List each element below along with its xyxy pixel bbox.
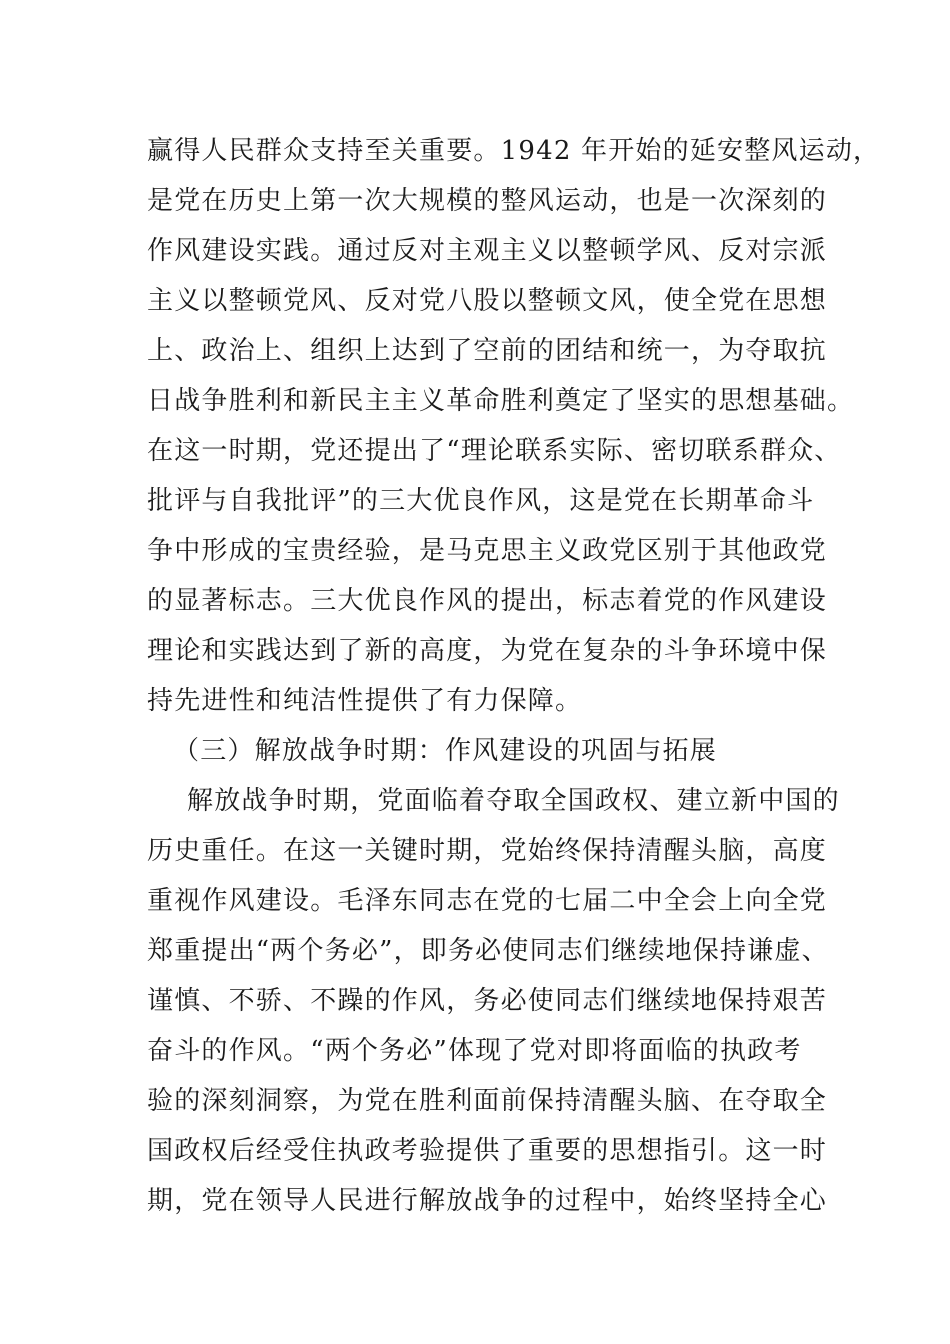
paragraph-line: 日战争胜利和新民主主义革命胜利奠定了坚实的思想基础。 <box>147 386 855 416</box>
document-body <box>147 126 881 1226</box>
paragraph-line: 历史重任。在这一关键时期，党始终保持清醒头脑，高度 <box>147 836 828 866</box>
paragraph-line: 上、政治上、组织上达到了空前的团结和统一，为夺取抗 <box>147 336 828 366</box>
paragraph-line: 期，党在领导人民进行解放战争的过程中，始终坚持全心 <box>147 1186 828 1216</box>
paragraph-line: 郑重提出“两个务必”，即务必使同志们继续地保持谦虚、 <box>147 936 829 966</box>
paragraph-line: 主义以整顿党风、反对党八股以整顿文风，使全党在思想 <box>147 286 828 316</box>
paragraph-line: 谨慎、不骄、不躁的作风，务必使同志们继续地保持艰苦 <box>147 986 828 1016</box>
section-heading: （三）解放战争时期：作风建设的巩固与拓展 <box>173 736 718 766</box>
paragraph-line: 赢得人民群众支持至关重要。1942 年开始的延安整风运动， <box>147 136 881 166</box>
paragraph-line: 是党在历史上第一次大规模的整风运动，也是一次深刻的 <box>147 186 828 216</box>
paragraph-line: 奋斗的作风。“两个务必”体现了党对即将面临的执政考 <box>147 1036 802 1066</box>
paragraph-line: 争中形成的宝贵经验，是马克思主义政党区别于其他政党 <box>147 536 828 566</box>
paragraph-line: 持先进性和纯洁性提供了有力保障。 <box>147 686 583 716</box>
paragraph-line: 国政权后经受住执政考验提供了重要的思想指引。这一时 <box>147 1136 828 1166</box>
paragraph-line: 作风建设实践。通过反对主观主义以整顿学风、反对宗派 <box>147 236 828 266</box>
paragraph-line: 解放战争时期，党面临着夺取全国政权、建立新中国的 <box>187 786 840 816</box>
paragraph-line: 的显著标志。三大优良作风的提出，标志着党的作风建设 <box>147 586 828 616</box>
paragraph-line: 重视作风建设。毛泽东同志在党的七届二中全会上向全党 <box>147 886 828 916</box>
paragraph-line: 理论和实践达到了新的高度，为党在复杂的斗争环境中保 <box>147 636 828 666</box>
paragraph-line: 在这一时期，党还提出了“理论联系实际、密切联系群众、 <box>147 436 842 466</box>
paragraph-line: 批评与自我批评”的三大优良作风，这是党在长期革命斗 <box>147 486 815 516</box>
paragraph-line: 验的深刻洞察，为党在胜利面前保持清醒头脑、在夺取全 <box>147 1086 828 1116</box>
